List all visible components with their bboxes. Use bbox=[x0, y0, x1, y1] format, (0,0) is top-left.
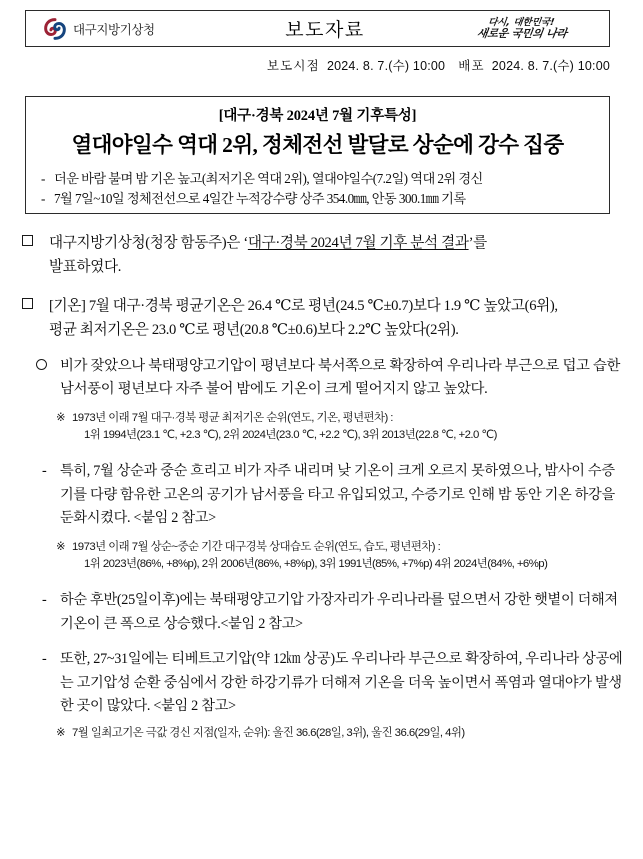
announcement-text-post: ’를 bbox=[468, 235, 487, 251]
distribution-value: 2024. 8. 7.(수) 10:00 bbox=[491, 59, 610, 73]
circle-marker-icon bbox=[36, 359, 47, 370]
humidity-effect-line-2: 밤사이 수증기를 다량 함유한 고온의 공기가 남서풍을 타고 유입되었고, 수증기로 bbox=[60, 463, 615, 503]
body-content bbox=[20, 232, 628, 742]
slogan-line-1: 다시, 대한민국! bbox=[487, 16, 556, 28]
headline-bullet-text: 7월 7일~10일 정체전선으로 4일간 누적강수량 상주 354.0㎜, 안동 300.1㎜ 기록 bbox=[54, 190, 466, 206]
note-max-temperature-record bbox=[20, 725, 628, 742]
dash-marker-icon: - bbox=[42, 463, 47, 480]
tibet-line-1: 또한, 27~31일에는 티베트고기압(약 12㎞ 상공)도 우리나라 부근으로 확장하여, bbox=[60, 651, 523, 668]
highpressure-line-3: 떨어지지 않고 높았다. bbox=[355, 381, 488, 398]
dash-marker-icon: - bbox=[42, 651, 47, 668]
headline-bullet-item bbox=[41, 189, 601, 209]
highpressure-line-1: 비가 잦았으나 북태평양고기압이 평년보다 북서쪽으로 확장하여 우리나라 bbox=[60, 357, 502, 374]
square-marker-icon bbox=[22, 298, 33, 309]
note-marker-icon: ※ bbox=[56, 411, 65, 424]
late-july-line-1: 하순 후반(25일이후)에는 북태평양고기압 가장자리가 우리나라를 덮으면서 bbox=[60, 591, 501, 608]
temperature-line-2: 평균 최저기온은 23.0 ℃로 평년(20.8 ℃±0.6)보다 2.2℃ 높았다(2위). bbox=[49, 321, 459, 338]
headline-bullet-text: 더운 바람 불며 밤 기온 높고(최저기온 역대 2위), 열대야일수(7.2일) 역대 2위 경신 bbox=[54, 171, 483, 186]
note-humidity-line-1: 1973년 이래 7월 상순~중순 기간 대구경북 상대습도 순위(연도, 습도, 평년편차) : bbox=[72, 540, 441, 553]
humidity-effect-line-3: 인해 밤 동안 기온 하강을 둔화시켰다. <붙임 2 참고> bbox=[60, 486, 615, 527]
headline-bullet-item bbox=[41, 169, 601, 189]
paragraph-highpressure bbox=[20, 355, 628, 402]
dash-marker-icon: - bbox=[41, 171, 45, 186]
masthead-agency-area bbox=[26, 18, 216, 40]
paragraph-humidity-effect bbox=[20, 460, 628, 531]
announcement-text-line2: 발표하였다. bbox=[49, 258, 122, 275]
dash-marker-icon: - bbox=[42, 591, 47, 608]
humidity-effect-line-1: 특히, 7월 상순과 중순 흐리고 비가 자주 내리며 낮 기온이 크게 오르지 못하였으나, bbox=[60, 463, 542, 480]
release-time-value: 2024. 8. 7.(수) 10:00 bbox=[326, 59, 446, 73]
headline-bullet-list bbox=[34, 169, 601, 208]
note-max-temp-line-1: 7월 일최고기온 극값 경신 지점(일자, 순위): 울진 36.6(28일, 3위), 울진 36.6(29일, 4위) bbox=[72, 726, 465, 739]
agency-name: 대구지방기상청 bbox=[73, 22, 155, 37]
distribution-label: 배포 bbox=[458, 59, 485, 73]
masthead-box bbox=[25, 10, 610, 47]
late-july-line-2: 강한 햇볕이 더해져 기온이 큰 폭으로 상승했다.<붙임 2 참고> bbox=[60, 591, 618, 632]
note-humidity-line-2: 1위 2023년(86%, +8%p), 2위 2006년(86%, +8%p), 3위 1991년(85%, +7%p) 4위 2024년(84%, +6%p) bbox=[84, 557, 548, 570]
tibet-line-3: 더욱 높이면서 폭염과 열대야가 발생한 곳이 많았다. <붙임 2 참고> bbox=[60, 674, 622, 715]
headline-kicker: [대구·경북 2024년 7월 기후특성] bbox=[218, 108, 417, 124]
dash-marker-icon: - bbox=[41, 190, 45, 206]
slogan-line-2: 새로운 국민의 나라 bbox=[475, 26, 568, 40]
tibet-line-2: 우리나라 상공에는 고기압성 순환 중심에서 강한 하강기류가 더해져 기온을 bbox=[60, 651, 623, 691]
paragraph-announcement bbox=[20, 232, 628, 279]
note-min-temp-line-1: 1973년 이래 7월 대구·경북 평균 최저기온 순위(연도, 기온, 평년편차) : bbox=[72, 411, 393, 424]
dateline bbox=[25, 56, 610, 74]
note-min-temperature-ranking bbox=[20, 410, 628, 444]
headline-box bbox=[25, 96, 610, 214]
paragraph-temperature bbox=[20, 295, 628, 342]
release-time-label: 보도시점 bbox=[266, 59, 320, 73]
highpressure-line-2: 부근으로 덥고 습한 남서풍이 평년보다 자주 불어 밤에도 기온이 크게 bbox=[60, 357, 621, 398]
announcement-report-title: 대구·경북 2024년 7월 기후 분석 결과 bbox=[247, 235, 469, 251]
korea-government-taeguk-icon bbox=[44, 18, 66, 40]
headline-main: 열대야일수 역대 2위, 정체전선 발달로 상순에 강수 집중 bbox=[71, 133, 564, 157]
document-type-title: 보도자료 bbox=[285, 20, 365, 41]
note-min-temp-line-2: 1위 1994년(23.1 ℃, +2.3 ℃), 2위 2024년(23.0 ℃, +2.2 ℃), 3위 2013년(22.8 ℃, +2.0 ℃) bbox=[84, 428, 497, 441]
announcement-text-pre: 대구지방기상청(청장 함동주)은 ‘ bbox=[49, 235, 248, 251]
note-marker-icon: ※ bbox=[56, 540, 65, 553]
note-humidity-ranking bbox=[20, 539, 628, 573]
paragraph-late-july bbox=[20, 589, 628, 636]
note-marker-icon: ※ bbox=[56, 726, 65, 739]
square-marker-icon bbox=[22, 235, 33, 246]
temperature-line-1: [기온] 7월 대구·경북 평균기온은 26.4 ℃로 평년(24.5 ℃±0.7)보다 1.9 ℃ 높았고(6위), bbox=[49, 298, 558, 315]
paragraph-tibet-highpressure bbox=[20, 648, 628, 719]
government-slogan bbox=[434, 18, 609, 40]
